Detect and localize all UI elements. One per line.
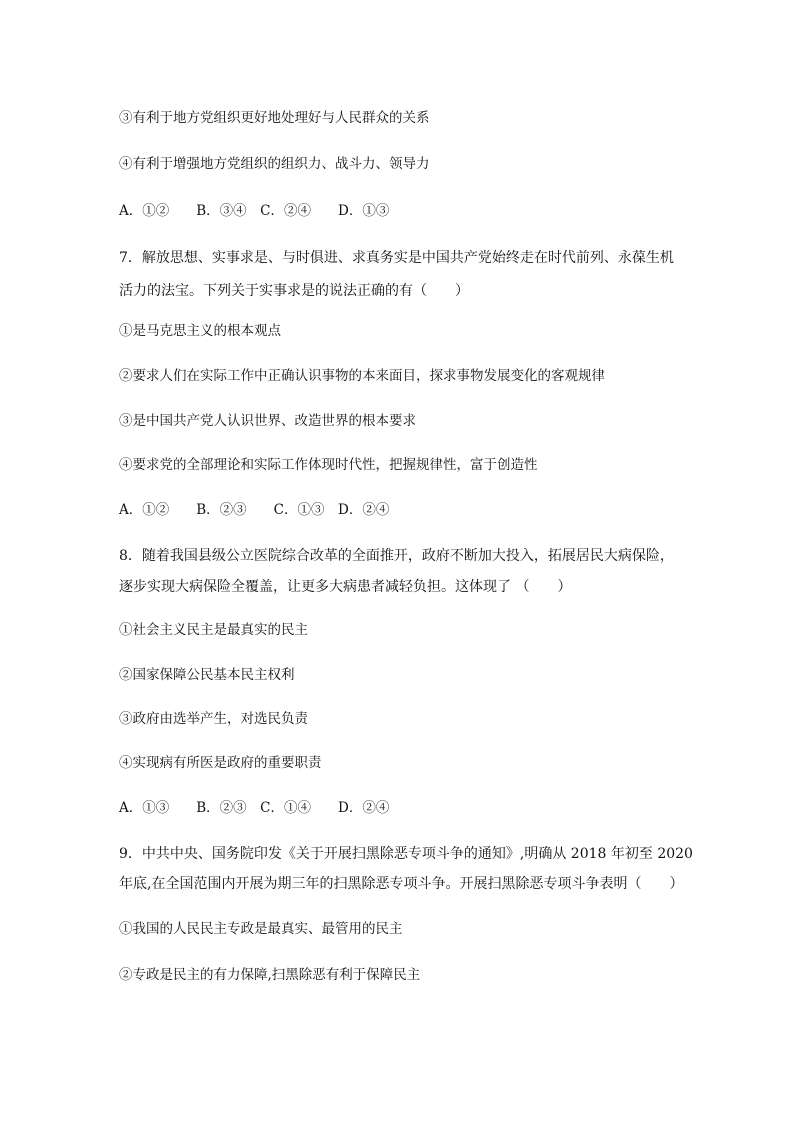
- question-8-stem-continued: 逐步实现大病保险全覆盖，让更多大病患者减轻负担。这体现了 （ ）: [119, 579, 572, 595]
- option-line: ②国家保障公民基本民主权利: [119, 667, 295, 683]
- option-line: ④要求党的全部理论和实际工作体现时代性，把握规律性，富于创造性: [119, 457, 538, 473]
- option-line: ④实现病有所医是政府的重要职责: [119, 755, 322, 771]
- option-line: ④有利于增强地方党组织的组织力、战斗力、领导力: [119, 156, 430, 172]
- option-line: ③政府由选举产生，对选民负责: [119, 711, 308, 727]
- question-7-stem: 7．解放思想、实事求是、与时俱进、求真务实是中国共产党始终走在时代前列、永葆生机: [119, 250, 674, 266]
- option-line: ①我国的人民民主专政是最真实、最管用的民主: [119, 921, 403, 937]
- question-9-stem-continued: 年底,在全国范围内开展为期三年的扫黑除恶专项斗争。开展扫黑除恶专项斗争表明（ ）: [119, 876, 684, 892]
- answer-choices: A．①② B．③④ C．②④ D．①③: [119, 203, 390, 219]
- option-line: ②专政是民主的有力保障,扫黑除恶有利于保障民主: [119, 967, 421, 983]
- question-9-stem: 9．中共中央、国务院印发《关于开展扫黑除恶专项斗争的通知》,明确从 2018 年初至 2020: [119, 846, 693, 862]
- option-line: ①社会主义民主是最真实的民主: [119, 622, 308, 638]
- answer-choices: A．①② B．②③ C．①③ D．②④: [119, 502, 390, 518]
- answer-choices: A．①③ B．②③ C．①④ D．②④: [119, 800, 390, 816]
- question-8-stem: 8．随着我国县级公立医院综合改革的全面推开，政府不断加大投入，拓展居民大病保险，: [119, 548, 674, 564]
- option-line: ③有利于地方党组织更好地处理好与人民群众的关系: [119, 110, 430, 126]
- option-line: ③是中国共产党人认识世界、改造世界的根本要求: [119, 413, 416, 429]
- option-line: ②要求人们在实际工作中正确认识事物的本来面目，探求事物发展变化的客观规律: [119, 368, 605, 384]
- option-line: ①是马克思主义的根本观点: [119, 323, 281, 339]
- question-7-stem-continued: 活力的法宝。下列关于实事求是的说法正确的有（ ）: [119, 283, 469, 299]
